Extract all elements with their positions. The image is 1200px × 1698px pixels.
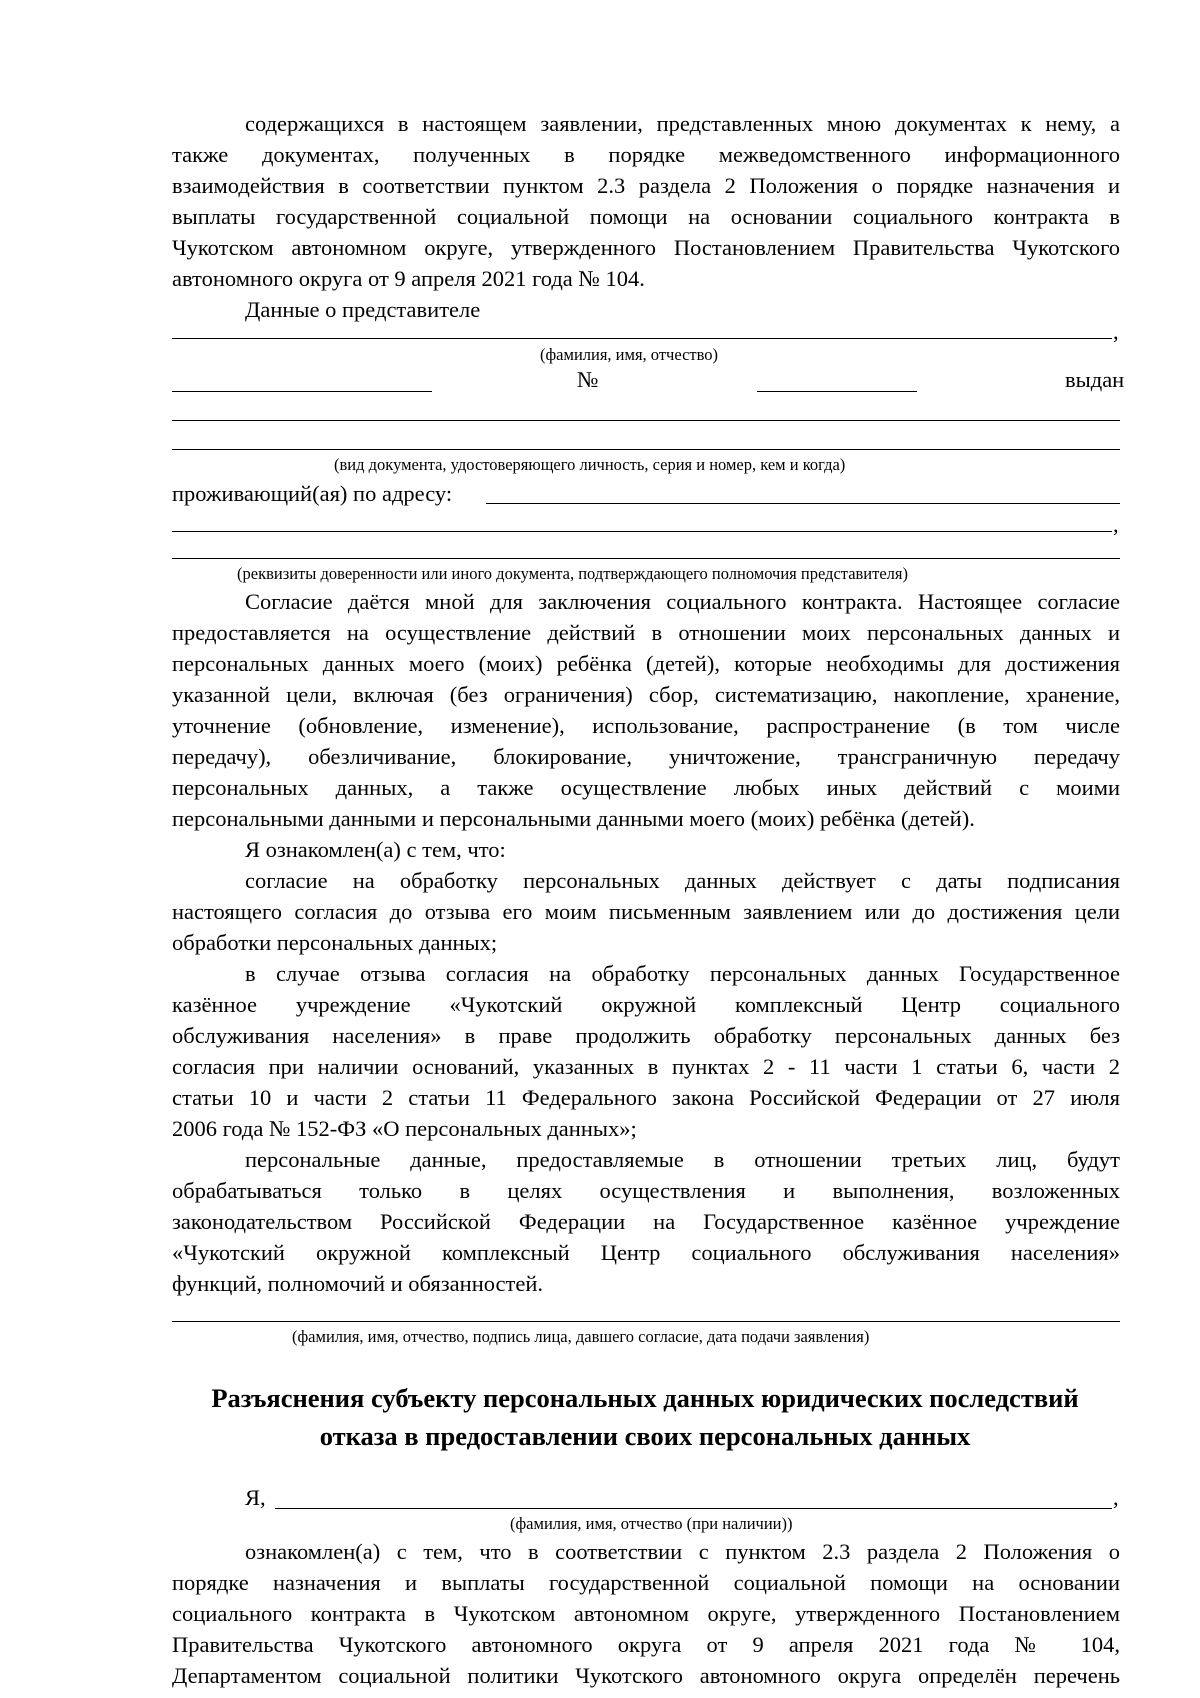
- document-caption: (вид документа, удостоверяющего личность, серия и номер, кем и когда): [334, 455, 846, 474]
- consent-p2-line: обслуживания населения» в праве продолжить обработку персональных данных без: [172, 1023, 1120, 1048]
- explanation-line: Департаментом социальной политики Чукотского автономного округа определён перечень: [172, 1663, 1120, 1688]
- explanation-line: социального контракта в Чукотском автономном округе, утвержденного Постановлением: [172, 1601, 1120, 1626]
- representative-heading: Данные о представителе: [245, 297, 481, 322]
- acknowledged-line: Я ознакомлен(а) с тем, что:: [245, 837, 506, 862]
- explanation-title-line2: отказа в предоставлении своих персональных данных: [319, 1421, 971, 1451]
- address-field-2[interactable]: [172, 531, 1112, 532]
- issued-by-line[interactable]: [172, 420, 1120, 421]
- explanation-title-line1: Разъяснения субъекту персональных данных юридических последствий: [211, 1383, 1079, 1413]
- signature-field[interactable]: [172, 1321, 1120, 1322]
- address-label: проживающий(ая) по адресу:: [172, 481, 453, 506]
- intro-line: автономного округа от 9 апреля 2021 года № 104.: [172, 266, 645, 291]
- consent-p2-line: 2006 года № 152-ФЗ «О персональных данных»;: [172, 1116, 637, 1141]
- intro-line: Чукотском автономном округе, утвержденного Постановлением Правительства Чукотского: [172, 235, 1120, 260]
- fio-caption: (фамилия, имя, отчество): [540, 345, 719, 364]
- explanation-line: ознакомлен(а) с тем, что в соответствии с пунктом 2.3 раздела 2 Положения о: [245, 1539, 1120, 1564]
- document-type-field[interactable]: [172, 391, 432, 392]
- consent-p3-line: персональные данные, предоставляемые в отношении третьих лиц, будут: [245, 1147, 1120, 1172]
- intro-line: содержащихся в настоящем заявлении, представленных мною документах к нему, а: [245, 111, 1120, 136]
- ya-label: Я,: [245, 1485, 266, 1510]
- consent-line: указанной цели, включая (без ограничения) сбор, систематизацию, накопление, хранение,: [172, 682, 1120, 707]
- consent-p1-line: настоящего согласия до отзыва его моим письменным заявлением или до достижения цели: [172, 899, 1120, 924]
- consent-p3-line: обрабатываться только в целях осуществления и выполнения, возложенных: [172, 1178, 1120, 1203]
- consent-p2-line: статьи 10 и части 2 статьи 11 Федерального закона Российской Федерации от 27 июля: [172, 1085, 1120, 1110]
- consent-line: уточнение (обновление, изменение), использование, распространение (в том числе: [172, 713, 1120, 738]
- intro-line: выплаты государственной социальной помощи на основании социального контракта в: [172, 204, 1120, 229]
- comma: ,: [1113, 1485, 1119, 1510]
- consent-p1-line: согласие на обработку персональных данных действует с даты подписания: [245, 868, 1120, 893]
- signature-caption: (фамилия, имя, отчество, подпись лица, давшего согласие, дата подачи заявления): [292, 1327, 870, 1346]
- consent-p3-line: законодательством Российской Федерации на Государственное казённое учреждение: [172, 1209, 1120, 1234]
- explanation-line: Правительства Чукотского автономного округа от 9 апреля 2021 года № 104,: [172, 1632, 1120, 1657]
- consent-line: персональных данных, а также осуществление любых иных действий с моими: [172, 775, 1120, 800]
- consent-line: Согласие даётся мной для заключения социального контракта. Настоящее согласие: [245, 589, 1120, 614]
- subject-fio-caption: (фамилия, имя, отчество (при наличии)): [510, 1514, 793, 1533]
- address-field[interactable]: [486, 503, 1120, 504]
- consent-p1-line: обработки персональных данных;: [172, 930, 498, 955]
- consent-p2-line: в случае отзыва согласия на обработку персональных данных Государственное: [245, 961, 1120, 986]
- consent-p3-line: функций, полномочий и обязанностей.: [172, 1271, 544, 1296]
- intro-line: также документах, полученных в порядке межведомственного информационного: [172, 142, 1120, 167]
- power-of-attorney-field[interactable]: [172, 558, 1120, 559]
- consent-p2-line: казённое учреждение «Чукотский окружной комплексный Центр социального: [172, 992, 1120, 1017]
- issued-by-line-2[interactable]: [172, 449, 1120, 450]
- document-number-field[interactable]: [757, 391, 917, 392]
- consent-line: персональных данных моего (моих) ребёнка (детей), которые необходимы для достижения: [172, 651, 1120, 676]
- power-caption: (реквизиты доверенности или иного документа, подтверждающего полномочия представителя): [237, 564, 908, 583]
- representative-fio-line[interactable]: [172, 338, 1112, 339]
- consent-line: передачу), обезличивание, блокирование, уничтожение, трансграничную передачу: [172, 744, 1120, 769]
- issued-label: выдан: [1065, 367, 1125, 392]
- consent-p2-line: согласия при наличии оснований, указанных в пунктах 2 - 11 части 1 статьи 6, части 2: [172, 1054, 1120, 1079]
- comma: ,: [1113, 512, 1119, 537]
- subject-fio-field[interactable]: [275, 1508, 1112, 1509]
- explanation-line: порядке назначения и выплаты государственной социальной помощи на основании: [172, 1570, 1120, 1595]
- consent-line: персональными данными и персональными данными моего (моих) ребёнка (детей).: [172, 806, 975, 831]
- comma: ,: [1113, 319, 1119, 344]
- consent-p3-line: «Чукотский окружной комплексный Центр социального обслуживания населения»: [172, 1240, 1120, 1265]
- intro-line: взаимодействия в соответствии пунктом 2.3 раздела 2 Положения о порядке назначения и: [172, 173, 1120, 198]
- consent-line: предоставляется на осуществление действий в отношении моих персональных данных и: [172, 620, 1120, 645]
- number-sign: №: [577, 367, 599, 392]
